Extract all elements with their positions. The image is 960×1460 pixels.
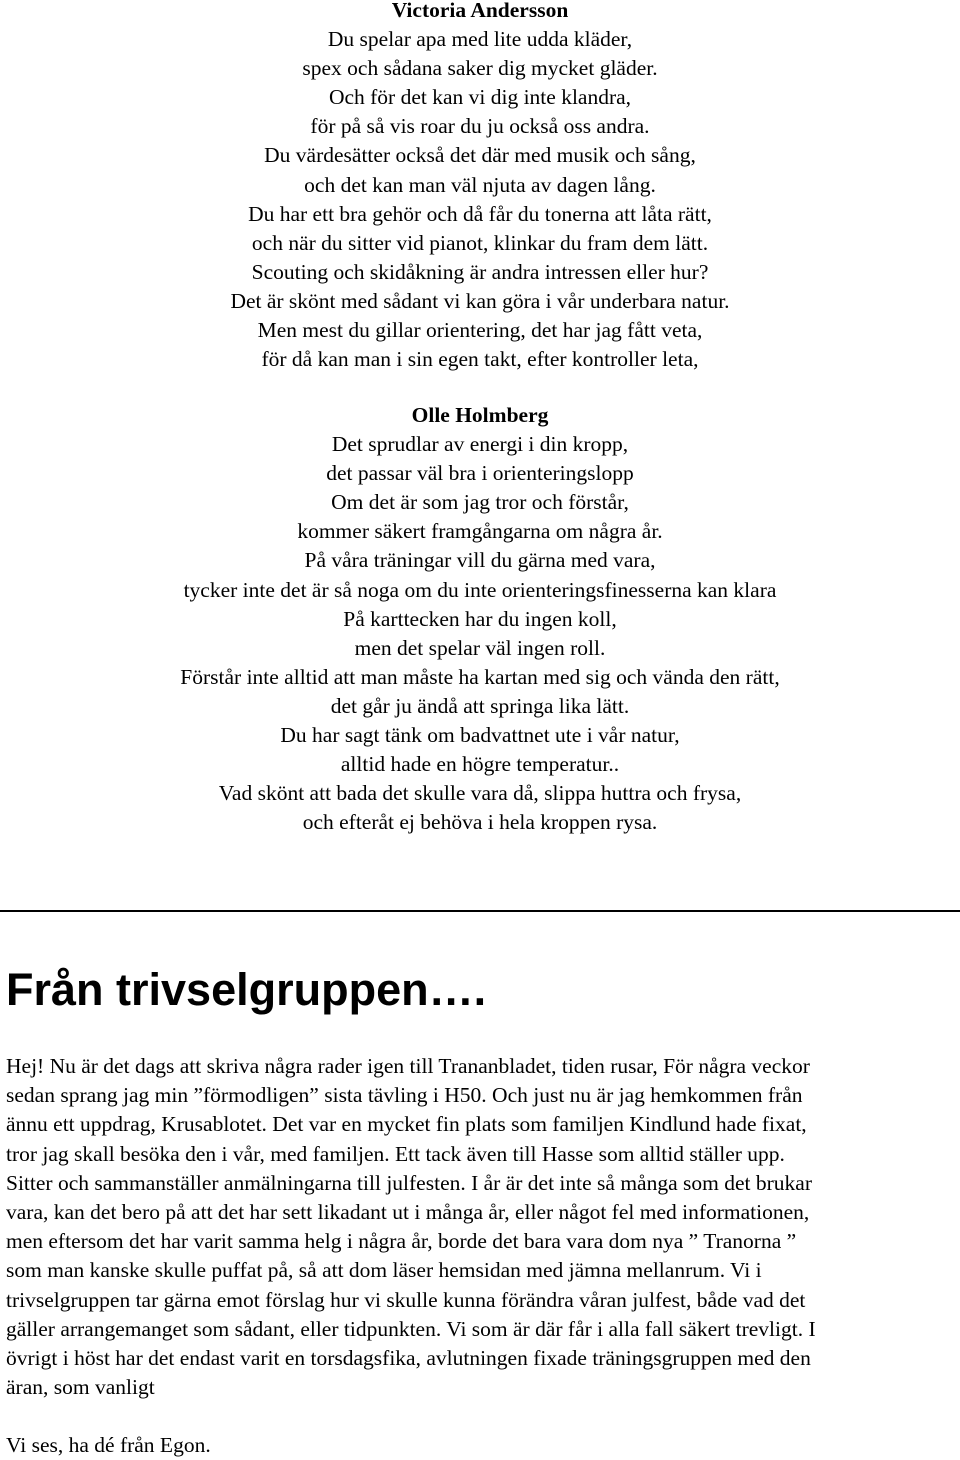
- body-line: Sitter och sammanställer anmälningarna till julfesten. I år är det inte så många som det brukar: [6, 1170, 812, 1195]
- poem-line: för då kan man i sin egen takt, efter kontroller leta,: [261, 347, 699, 372]
- body-line: sedan sprang jag min ”förmodligen” sista tävling i H50. Och just nu är jag hemkommen från: [6, 1083, 803, 1108]
- body-line: gäller arrangemanget som sådant, eller tidpunkten. Vi som är där får i alla fall säkert trevligt. I: [6, 1316, 816, 1341]
- poem-line: Det sprudlar av energi i din kropp,: [331, 432, 629, 457]
- poem-line: och efteråt ej behöva i hela kroppen rysa.: [302, 810, 658, 835]
- poem-line: På våra träningar vill du gärna med vara,: [304, 548, 656, 573]
- poem-title: Victoria Andersson: [391, 0, 569, 22]
- poem-line: Vad skönt att bada det skulle vara då, slippa huttra och frysa,: [218, 781, 742, 806]
- poem-line: det går ju ändå att springa lika lätt.: [330, 693, 630, 718]
- section-heading: Från trivselgruppen….: [6, 964, 487, 1015]
- poem-line: och det kan man väl njuta av dagen lång.: [304, 172, 656, 197]
- poem-line: tycker inte det är så noga om du inte orienteringsfinesserna kan klara: [183, 577, 777, 602]
- body-line: men eftersom det har varit samma helg i några år, borde det bara vara dom nya ” Tranorna ”: [6, 1229, 797, 1254]
- poem-olle-holmberg: [0, 401, 960, 837]
- poem-line: Du spelar apa med lite udda kläder,: [327, 27, 633, 52]
- poem-title: Olle Holmberg: [411, 403, 549, 427]
- poem-line: och när du sitter vid pianot, klinkar du fram dem lätt.: [251, 230, 709, 255]
- poem-line: för på så vis roar du ju också oss andra.: [310, 114, 650, 139]
- poem-line: Du har sagt tänk om badvattnet ute i vår natur,: [280, 723, 680, 748]
- body-line: äran, som vanligt: [6, 1375, 155, 1400]
- poem-line: På karttecken har du ingen koll,: [343, 606, 617, 631]
- poem-line: spex och sådana saker dig mycket gläder.: [302, 56, 658, 81]
- body-line: övrigt i höst har det endast varit en torsdagsfika, avlutningen fixade träningsgruppen med den: [6, 1346, 811, 1371]
- poem-line: alltid hade en högre temperatur..: [340, 752, 620, 777]
- signoff: Vi ses, ha dé från Egon.: [6, 1433, 211, 1457]
- poem-line: kommer säkert framgångarna om några år.: [297, 519, 663, 544]
- poem-line: Och för det kan vi dig inte klandra,: [328, 85, 632, 110]
- poem-line: Du har ett bra gehör och då får du tonerna att låta rätt,: [248, 201, 712, 226]
- section-divider: [0, 910, 960, 912]
- body-line: ännu ett uppdrag, Krusablotet. Det var en mycket fin plats som familjen Kindlund hade fixat,: [6, 1112, 807, 1137]
- poem-line: det passar väl bra i orienteringslopp: [326, 461, 634, 486]
- poem-line: Scouting och skidåkning är andra intressen eller hur?: [251, 259, 709, 284]
- poem-line: Men mest du gillar orientering, det har jag fått veta,: [257, 318, 703, 343]
- poem-line: Du värdesätter också det där med musik och sång,: [264, 143, 696, 168]
- section-body: [6, 1052, 956, 1402]
- poem-line: men det spelar väl ingen roll.: [354, 635, 606, 660]
- poem-line: Om det är som jag tror och förstår,: [331, 490, 629, 515]
- poem-victoria-andersson: [0, 0, 960, 374]
- poem-line: Förstår inte alltid att man måste ha kartan med sig och vända den rätt,: [180, 664, 780, 689]
- body-line: som man kanske skulle puffat på, så att dom läser hemsidan med jämna mellanrum. Vi i: [6, 1258, 762, 1283]
- body-line: vara, kan det bero på att det har sett likadant ut i många år, eller något fel med informationen,: [6, 1200, 810, 1225]
- body-line: Hej! Nu är det dags att skriva några rader igen till Trananbladet, tiden rusar, För några veckor: [6, 1054, 810, 1078]
- poem-line: Det är skönt med sådant vi kan göra i vår underbara natur.: [230, 288, 730, 313]
- body-line: tror jag skall besöka den i vår, med familjen. Ett tack även till Hasse som alltid ställer upp.: [6, 1141, 785, 1166]
- body-line: trivselgruppen tar gärna emot förslag hur vi skulle kunna förändra våran julfest, både vad det: [6, 1287, 806, 1312]
